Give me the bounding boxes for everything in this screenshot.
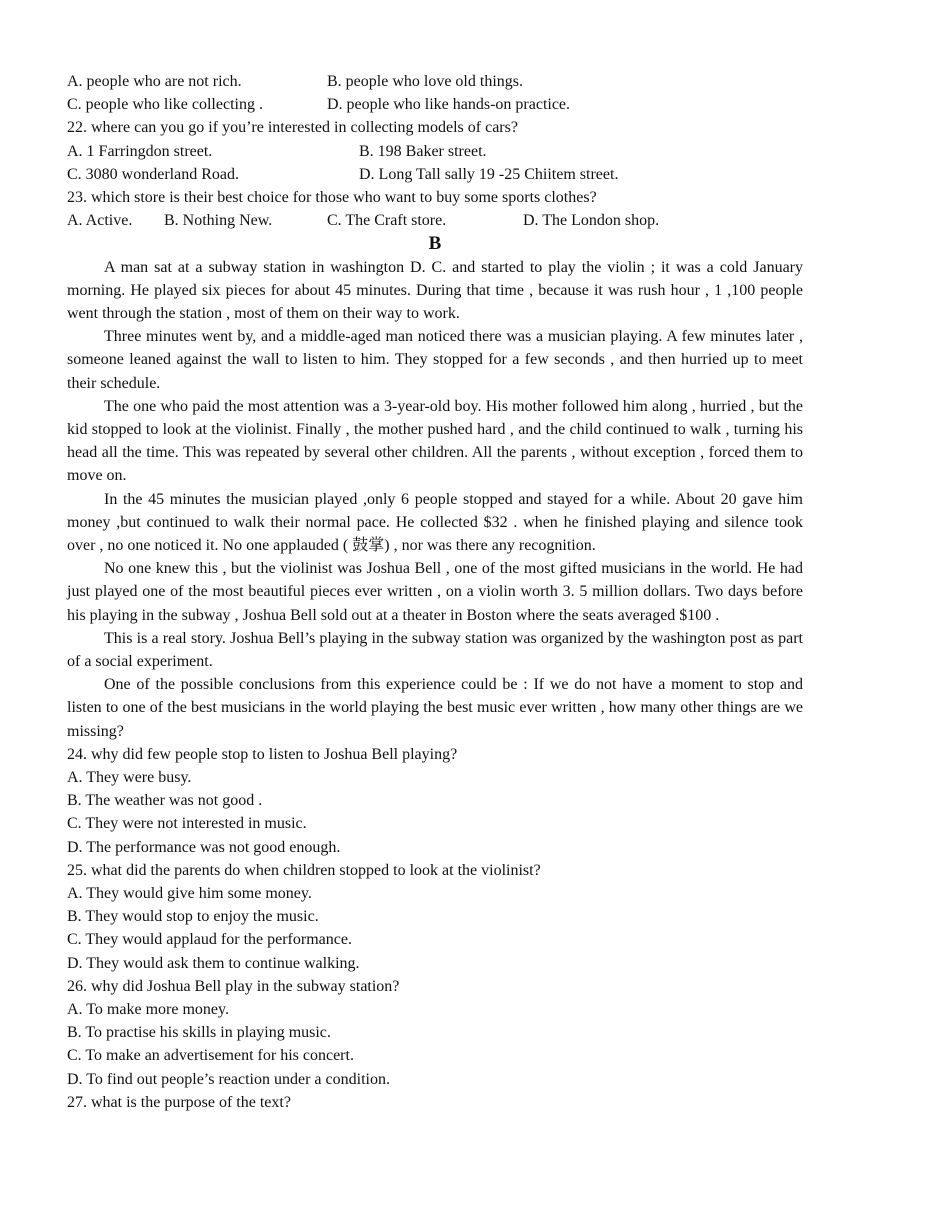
document-page [67, 70, 803, 1114]
q23-option-d: D. The London shop. [523, 212, 660, 230]
passage-paragraph-2: Three minutes went by, and a middle-aged man noticed there was a musician playing. A few minutes later , someone leaned against the wall to listen to him. They stopped for a few seconds , and then hurried up to meet their schedule. [67, 328, 803, 392]
q23-option-a: A. Active. [67, 212, 133, 230]
q25-option-a: A. They would give him some money. [67, 885, 312, 903]
q27-question: 27. what is the purpose of the text? [67, 1093, 291, 1111]
q26-option-a: A. To make more money. [67, 1001, 229, 1019]
q23-question: 23. which store is their best choice for those who want to buy some sports clothes? [67, 188, 597, 206]
passage-paragraph-3: The one who paid the most attention was a 3-year-old boy. His mother followed him along , hurried , but the kid stopped to look at the violinist. Finally , the mother pushed hard , and the child continued to walk , turning his head all the time. This was repeated by several other children. All the parents , without exception , forced them to move on. [67, 397, 803, 485]
passage-paragraph-5: No one knew this , but the violinist was Joshua Bell , one of the most gifted musicians in the world. He had just played one of the most beautiful pieces ever written , on a violin worth 3. 5 million dollars. Two days before his playing in the subway , Joshua Bell sold out at a theater in Boston where the seats averaged $100 . [67, 560, 803, 624]
q22-option-a: A. 1 Farringdon street. [67, 142, 213, 160]
q25-option-b: B. They would stop to enjoy the music. [67, 908, 319, 926]
q21-options-row-2 [67, 93, 803, 116]
q21-option-b: B. people who love old things. [327, 73, 523, 90]
q21-option-d: D. people who like hands-on practice. [327, 96, 571, 114]
q24-option-b: B. The weather was not good . [67, 792, 263, 810]
q21-option-c: C. people who like collecting . [67, 96, 263, 114]
q21-options-row-1 [67, 70, 803, 93]
q22-option-b: B. 198 Baker street. [359, 142, 487, 160]
q26-option-d: D. To find out people’s reaction under a condition. [67, 1070, 390, 1088]
q25-option-c: C. They would applaud for the performance. [67, 931, 352, 949]
passage-paragraph-6: This is a real story. Joshua Bell’s playing in the subway station was organized by the washington post as part of a social experiment. [67, 629, 803, 670]
q24-question: 24. why did few people stop to listen to Joshua Bell playing? [67, 745, 458, 763]
q22-options-row-2 [67, 163, 803, 186]
q23-option-c: C. The Craft store. [327, 212, 447, 230]
passage-paragraph-7: One of the possible conclusions from this experience could be : If we do not have a moment to stop and listen to one of the best musicians in the world playing the best music ever written , how many other things are we missing? [67, 676, 803, 740]
q22-options-row-1 [67, 140, 803, 163]
section-title: B [428, 233, 442, 255]
passage-paragraph-4: In the 45 minutes the musician played ,only 6 people stopped and stayed for a while. About 20 gave him money ,but continued to walk their normal pace. He collected $32 . when he finished playing and silence took over , no one noticed it. No one applauded ( 鼓掌) , nor was there any recognition. [67, 490, 803, 554]
q22-option-c: C. 3080 wonderland Road. [67, 165, 239, 183]
q22-question: 22. where can you go if you’re interested in collecting models of cars? [67, 119, 518, 137]
passage-paragraph-1: A man sat at a subway station in washington D. C. and started to play the violin ; it was a cold January morning. He played six pieces for about 45 minutes. During that time , because it was rush hour , 1 ,100 people went through the station , most of them on their way to work. [67, 258, 803, 322]
q23-option-b: B. Nothing New. [164, 212, 273, 230]
q24-option-d: D. The performance was not good enough. [67, 838, 341, 856]
q25-option-d: D. They would ask them to continue walking. [67, 954, 360, 972]
q26-option-b: B. To practise his skills in playing music. [67, 1024, 331, 1042]
q24-option-a: A. They were busy. [67, 769, 192, 787]
q23-options-row [67, 209, 803, 232]
q24-option-c: C. They were not interested in music. [67, 815, 307, 833]
q21-option-a: A. people who are not rich. [67, 73, 242, 90]
q25-question: 25. what did the parents do when children stopped to look at the violinist? [67, 861, 541, 879]
q26-question: 26. why did Joshua Bell play in the subway station? [67, 977, 400, 995]
q22-option-d: D. Long Tall sally 19 -25 Chiitem street. [359, 165, 619, 183]
q26-option-c: C. To make an advertisement for his concert. [67, 1047, 354, 1065]
